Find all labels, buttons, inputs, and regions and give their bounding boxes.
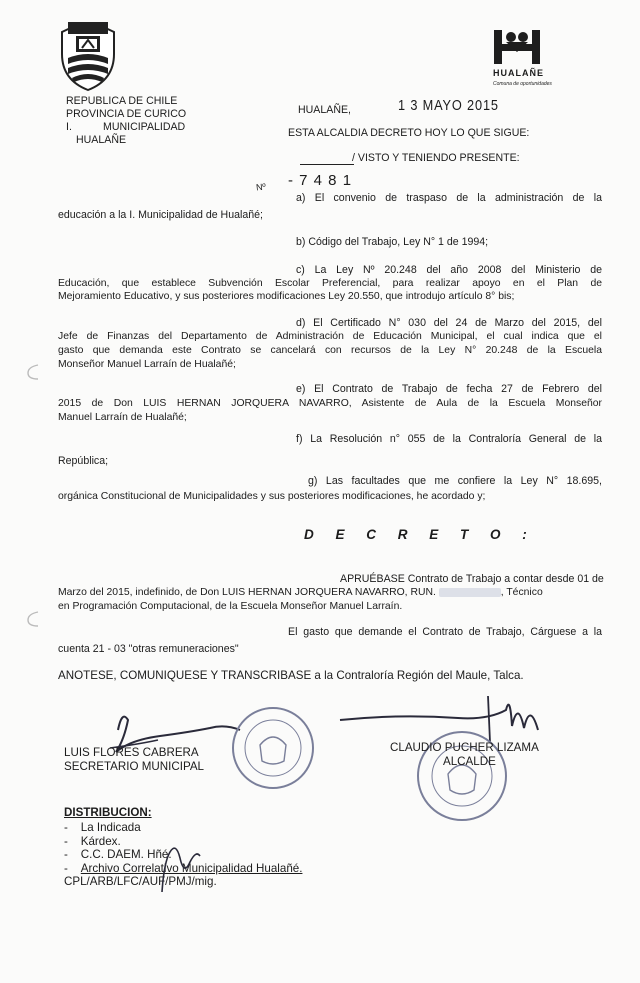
- right-signer-title: ALCALDE: [443, 755, 496, 768]
- hualane-logo-icon: [492, 28, 542, 66]
- anotese-line: ANOTESE, COMUNIQUESE Y TRANSCRIBASE a la Contraloría Región del Maule, Talca.: [58, 669, 524, 682]
- announce-line: ESTA ALCALDIA DECRETO HOY LO QUE SIGUE:: [288, 127, 530, 139]
- decree-number-blank-line: [300, 164, 354, 165]
- right-signer-name: CLAUDIO PUCHER LIZAMA: [390, 741, 539, 754]
- logo-tagline: Comuna de oportunidades: [493, 81, 552, 87]
- considerando-a-first: a) El convenio de traspaso de la administración de la: [296, 192, 602, 204]
- resolution-line-2-text: Marzo del 2015, indefinido, de Don LUIS HERNAN JORQUERA NAVARRO, RUN.: [58, 587, 436, 598]
- left-signer-title: SECRETARIO MUNICIPAL: [64, 760, 205, 773]
- considerando-c-line: Educación, que establece Subvención Escolar Preferencial, para realizar apoyo en el Plan de: [58, 278, 602, 289]
- logo-name: HUALAÑE: [493, 68, 544, 78]
- binder-hole-icon: [26, 610, 40, 628]
- considerando-c-first: c) La Ley Nº 20.248 del año 2008 del Ministerio de: [296, 264, 602, 276]
- list-item: - Kárdex.: [64, 834, 121, 848]
- considerando-d-line: gasto que demanda este Contrato se cancelará con recursos de la Ley N° 20.248 de la Escuela: [58, 345, 602, 356]
- gasto-line-2: cuenta 21 - 03 "otras remuneraciones": [58, 643, 239, 655]
- decree-number: - 7 4 8 1: [288, 172, 353, 189]
- resolution-first-line: APRUÉBASE Contrato de Trabajo a contar desde 01 de: [340, 573, 604, 585]
- stamped-date: 1 3 MAYO 2015: [398, 97, 499, 114]
- resolution-line-2-end: , Técnico: [500, 587, 543, 598]
- distribution-item: Kárdex.: [80, 834, 121, 848]
- initials-signature-icon: [150, 832, 210, 902]
- distribution-title: DISTRIBUCION:: [64, 806, 152, 819]
- considerando-b: b) Código del Trabajo, Ley N° 1 de 1994;: [296, 236, 489, 248]
- considerando-a-line: educación a la I. Municipalidad de Hualañé;: [58, 209, 263, 221]
- considerando-f-first: f) La Resolución n° 055 de la Contraloría General de la: [296, 433, 602, 445]
- left-seal-icon: [230, 705, 316, 791]
- considerando-e-line: 2015 de Don LUIS HERNAN JORQUERA NAVARRO, Asistente de Aula de la Escuela Monseñor: [58, 398, 602, 409]
- decreto-heading: D E C R E T O :: [304, 527, 536, 542]
- municipal-crest-icon: [58, 14, 118, 92]
- org-line-republica: REPUBLICA DE CHILE: [66, 95, 178, 107]
- considerando-g-first: g) Las facultades que me confiere la Ley N° 18.695,: [308, 475, 602, 487]
- considerando-d-first: d) El Certificado N° 030 del 24 de Marzo del 2015, del: [296, 317, 602, 329]
- visto-line: / VISTO Y TENIENDO PRESENTE:: [352, 152, 520, 164]
- considerando-d-line: Jefe de Finanzas del Departamento de Administración de Educación Municipal, el cual indica que el: [58, 331, 602, 342]
- considerando-f-line: República;: [58, 455, 109, 467]
- distribution-item: C.C. DAEM. Hñé.: [80, 848, 172, 861]
- city-label: HUALAÑE,: [298, 104, 351, 116]
- resolution-line-2: [58, 586, 543, 600]
- left-signer-name: LUIS FLORES CABRERA: [64, 746, 199, 759]
- org-line-hualane: HUALAÑE: [76, 134, 127, 146]
- org-line-i: I.: [66, 121, 72, 133]
- binder-hole-icon: [26, 363, 40, 381]
- considerando-e-line: Manuel Larraín de Hualañé;: [58, 412, 187, 423]
- list-item: - C.C. DAEM. Hñé.: [64, 848, 172, 861]
- resolution-line-3: en Programación Computacional, de la Escuela Monseñor Manuel Larraín.: [58, 601, 403, 612]
- list-item: - Archivo Correlativo Municipalidad Hualañé.: [64, 861, 303, 875]
- list-item: - La Indicada: [64, 821, 141, 834]
- distribution-item: La Indicada: [80, 821, 141, 834]
- considerando-g-line: orgánica Constitucional de Municipalidades y sus posteriores modificaciones, he acordado y;: [58, 491, 486, 502]
- redacted-run: [439, 588, 501, 597]
- decree-number-prefix: Nº: [255, 181, 267, 193]
- gasto-line-1: El gasto que demande el Contrato de Trabajo, Cárguese a la: [288, 626, 602, 638]
- considerando-d-line: Monseñor Manuel Larraín de Hualañé;: [58, 359, 236, 370]
- distribution-initials: CPL/ARB/LFC/AUF/PMJ/mig.: [64, 875, 217, 888]
- org-line-provincia: PROVINCIA DE CURICO: [66, 108, 187, 120]
- considerando-c-line: Mejoramiento Educativo, y sus posteriores modificaciones Ley 20.550, que introdujo artículo 8° bis;: [58, 291, 515, 302]
- org-line-municipalidad: MUNICIPALIDAD: [103, 121, 186, 133]
- considerando-e-first: e) El Contrato de Trabajo de fecha 27 de Febrero del: [296, 383, 602, 395]
- distribution-item: Archivo Correlativo Municipalidad Hualañé.: [80, 861, 303, 875]
